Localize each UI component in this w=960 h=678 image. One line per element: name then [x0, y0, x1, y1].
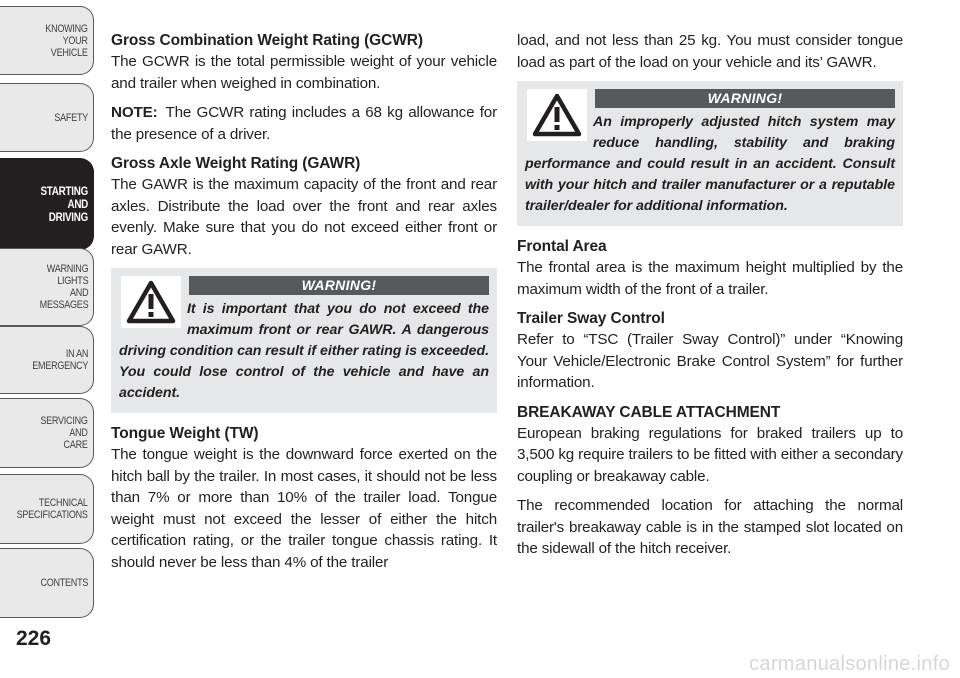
warning-box-gawr — [111, 268, 497, 413]
warning-title: WARNING! — [595, 89, 895, 108]
note-paragraph — [111, 102, 497, 145]
breakaway-heading: BREAKAWAY CABLE ATTACHMENT — [517, 403, 781, 421]
tab-label: WARNING LIGHTS AND MESSAGES — [39, 263, 88, 311]
watermark: carmanualsonline.info — [749, 653, 950, 675]
tab-label: TECHNICAL SPECIFICATIONS — [16, 497, 88, 521]
tab-safety[interactable] — [0, 83, 94, 152]
tab-label: SERVICING AND CARE — [40, 415, 88, 451]
tab-label: IN AN EMERGENCY — [32, 348, 88, 372]
tongue-weight-text-continued: load, and not less than 25 kg. You must consider tongue load as part of the load on your vehicle and its’ GAWR. — [517, 32, 903, 71]
tongue-weight-text: The tongue weight is the downward force exerted on the hitch ball by the trailer. In most cases, it should not be less than 7% or more than 10% of the trailer load. Tongue weight must not exceed the lesser of either the hitch certification rating, or the trailer tongue chassis rating. It should never be less than 4% of the trailer — [111, 446, 497, 571]
tab-in-an-emergency[interactable] — [0, 326, 94, 394]
chapter-tabs — [0, 0, 97, 678]
tab-label: STARTING AND DRIVING — [40, 183, 88, 224]
warning-text: An improperly adjusted hitch system may reduce handling, stability and braking performance and could result in an accident. Consult with your hitch and trailer manufacturer or a reputable trailer/dealer for additional information. — [525, 114, 895, 214]
gcwr-heading: Gross Combination Weight Rating (GCWR) — [111, 32, 423, 49]
tab-technical-specifications[interactable] — [0, 474, 94, 544]
breakaway-text-2: The recommended location for attaching the normal trailer's breakaway cable is in the stamped slot located on the sidewall of the hitch receiver. — [517, 497, 903, 557]
trailer-sway-heading: Trailer Sway Control — [517, 310, 665, 327]
tab-label: KNOWING YOUR VEHICLE — [45, 22, 88, 59]
note-text: The GCWR rating includes a 68 kg allowance for the presence of a driver. — [111, 104, 497, 143]
gawr-heading: Gross Axle Weight Rating (GAWR) — [111, 155, 361, 172]
page-number: 226 — [16, 627, 52, 650]
trailer-sway-text: Refer to “TSC (Trailer Sway Control)” under “Knowing Your Vehicle/Electronic Brake Control System” for further information. — [517, 331, 903, 391]
warning-title: WARNING! — [189, 276, 489, 295]
warning-triangle-icon — [527, 89, 587, 141]
tab-knowing-your-vehicle[interactable] — [0, 6, 94, 75]
tab-label: CONTENTS — [40, 577, 88, 589]
gcwr-text: The GCWR is the total permissible weight of your vehicle and trailer when weighed in combination. — [111, 53, 497, 92]
breakaway-text-1: European braking regulations for braked trailers up to 3,500 kg require trailers to be fitted with either a secondary coupling or breakaway cable. — [517, 424, 903, 485]
tab-label: SAFETY — [54, 111, 88, 124]
tab-servicing-and-care[interactable] — [0, 398, 94, 468]
warning-box-hitch — [517, 81, 903, 226]
note-label: NOTE: — [111, 104, 158, 121]
tongue-weight-heading: Tongue Weight (TW) — [111, 425, 259, 442]
right-column — [517, 30, 903, 568]
warning-triangle-icon — [121, 276, 181, 328]
left-column — [111, 30, 497, 581]
tab-warning-lights-and-messages[interactable] — [0, 248, 94, 326]
gawr-text: The GAWR is the maximum capacity of the front and rear axles. Distribute the load over the front and rear axles evenly. Make sure that you do not exceed either front or rear GAWR. — [111, 176, 497, 258]
tab-starting-and-driving[interactable] — [0, 158, 94, 250]
frontal-area-text: The frontal area is the maximum height multiplied by the maximum width of the front of a trailer. — [517, 259, 903, 298]
frontal-area-heading: Frontal Area — [517, 238, 607, 255]
warning-text: It is important that you do not exceed the maximum front or rear GAWR. A dangerous driving condition can result if either rating is exceeded. You could lose control of the vehicle and have an accident. — [119, 301, 490, 401]
tab-contents[interactable] — [0, 548, 94, 618]
